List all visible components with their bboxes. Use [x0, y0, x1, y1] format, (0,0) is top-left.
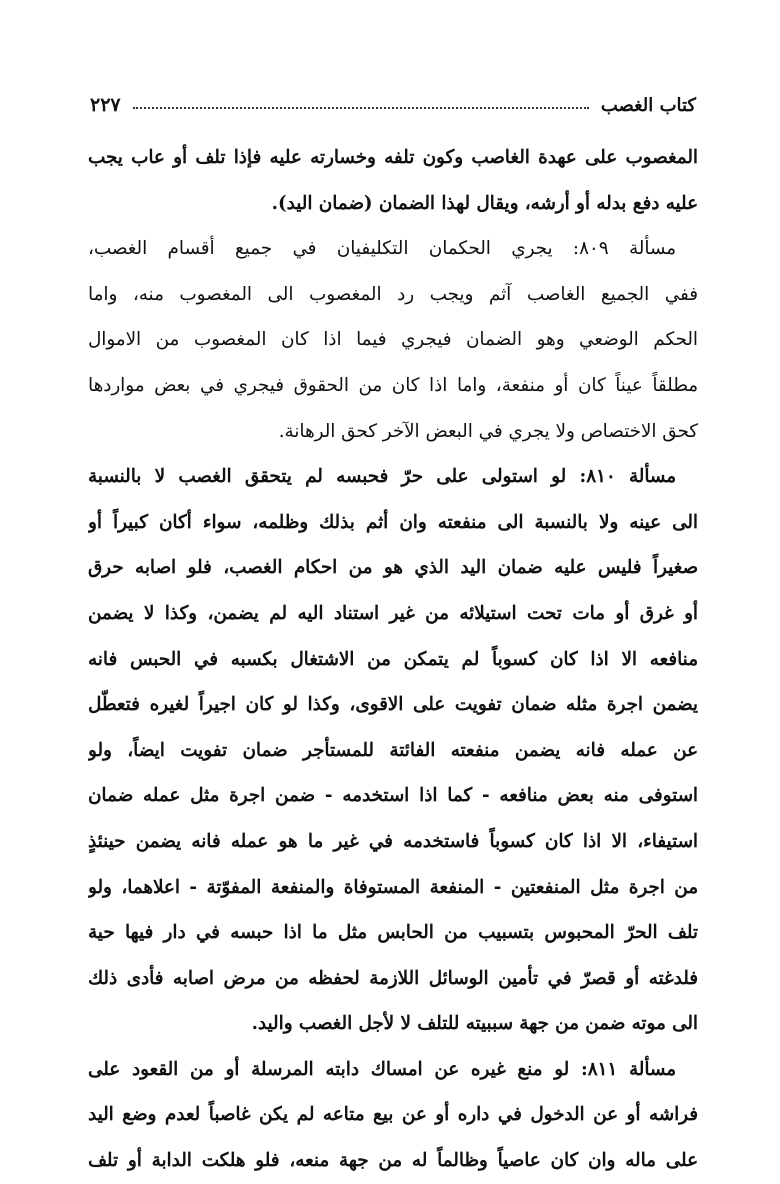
text-line: أو غرق أو مات تحت استيلائه من غير استناد اليه لم يضمن، وكذا لا يضمن — [88, 602, 698, 624]
text-line: المغصوب على عهدة الغاصب وكون تلفه وخسارته عليه فإذا تلف أو عاب يجب — [88, 147, 698, 168]
text-line: فراشه أو عن الدخول في داره أو عن بيع متاعه لم يكن غاصباً لعدم وضع اليد — [88, 1104, 698, 1126]
text-line: الحكم الوضعي وهو الضمان فيجري فيما اذا كان المغصوب من الاموال — [88, 329, 698, 351]
page-number: ٢٢٧ — [90, 94, 121, 116]
text-line: منافعه الا اذا كان كسوباً لم يتمكن من الاشتغال بكسبه في الحبس فانه — [88, 648, 698, 670]
dotted-leader — [133, 107, 589, 109]
text-line: تلف الحرّ المحبوس بتسبيب من الحابس مثل ما اذا حبسه في دار فيها حية — [88, 922, 698, 944]
text-line: كحق الاختصاص ولا يجري في البعض الآخر كحق الرهانة. — [278, 420, 698, 442]
chapter-title: كتاب الغصب — [600, 95, 696, 116]
text-line: ففي الجميع الغاصب آثم ويجب رد المغصوب الى المغصوب منه، واما — [88, 283, 698, 305]
text-line: مطلقاً عيناً كان أو منفعة، واما اذا كان من الحقوق فيجري في بعض مواردها — [88, 374, 698, 396]
text-line: مسألة ٨٠٩: يجري الحكمان التكليفيان في جميع أقسام الغصب، — [88, 238, 676, 260]
text-line: مسألة ٨١١: لو منع غيره عن امساك دابته المرسلة أو من القعود على — [88, 1058, 676, 1080]
text-line: عليه دفع بدله أو أرشه، ويقال لهذا الضمان (ضمان اليد). — [271, 192, 698, 214]
text-line: استيفاء، الا اذا كان كسوباً فاستخدمه في غير ما هو عمله فانه يضمن حينئذٍ — [88, 830, 698, 852]
text-line: من اجرة مثل المنفعتين - المنفعة المستوفاة والمنفعة المفوّتة - اعلاهما، ولو — [88, 876, 698, 898]
text-line: استوفى منه بعض منافعه - كما اذا استخدمه - ضمن اجرة مثل عمله ضمان — [88, 785, 698, 807]
text-line: فلدغته أو قصرّ في تأمين الوسائل اللازمة لحفظه من مرض اصابه فأدى ذلك — [88, 967, 698, 989]
text-line: صغيراً فليس عليه ضمان اليد الذي هو من احكام الغصب، فلو اصابه حرق — [88, 557, 698, 579]
page-header — [90, 86, 696, 116]
text-line: الى عينه ولا بالنسبة الى منفعته وان أثم بذلك وظلمه، سواء أكان كبيراً أو — [88, 511, 698, 533]
text-line: عن عمله فانه يضمن منفعته الفائتة للمستأجر ضمان تفويت ايضاً، ولو — [88, 739, 698, 761]
body-text — [88, 135, 698, 1184]
text-line: على ماله وان كان عاصياً وظالماً له من جهة منعه، فلو هلكت الدابة أو تلف — [88, 1150, 698, 1172]
text-line: مسألة ٨١٠: لو استولى على حرّ فحبسه لم يتحقق الغصب لا بالنسبة — [88, 466, 676, 488]
text-line: الى موته ضمن من جهة سببيته للتلف لا لأجل الغصب واليد. — [251, 1013, 698, 1035]
text-line: يضمن اجرة مثله ضمان تفويت على الاقوى، وكذا لو كان اجيراً لغيره فتعطّل — [88, 694, 698, 716]
